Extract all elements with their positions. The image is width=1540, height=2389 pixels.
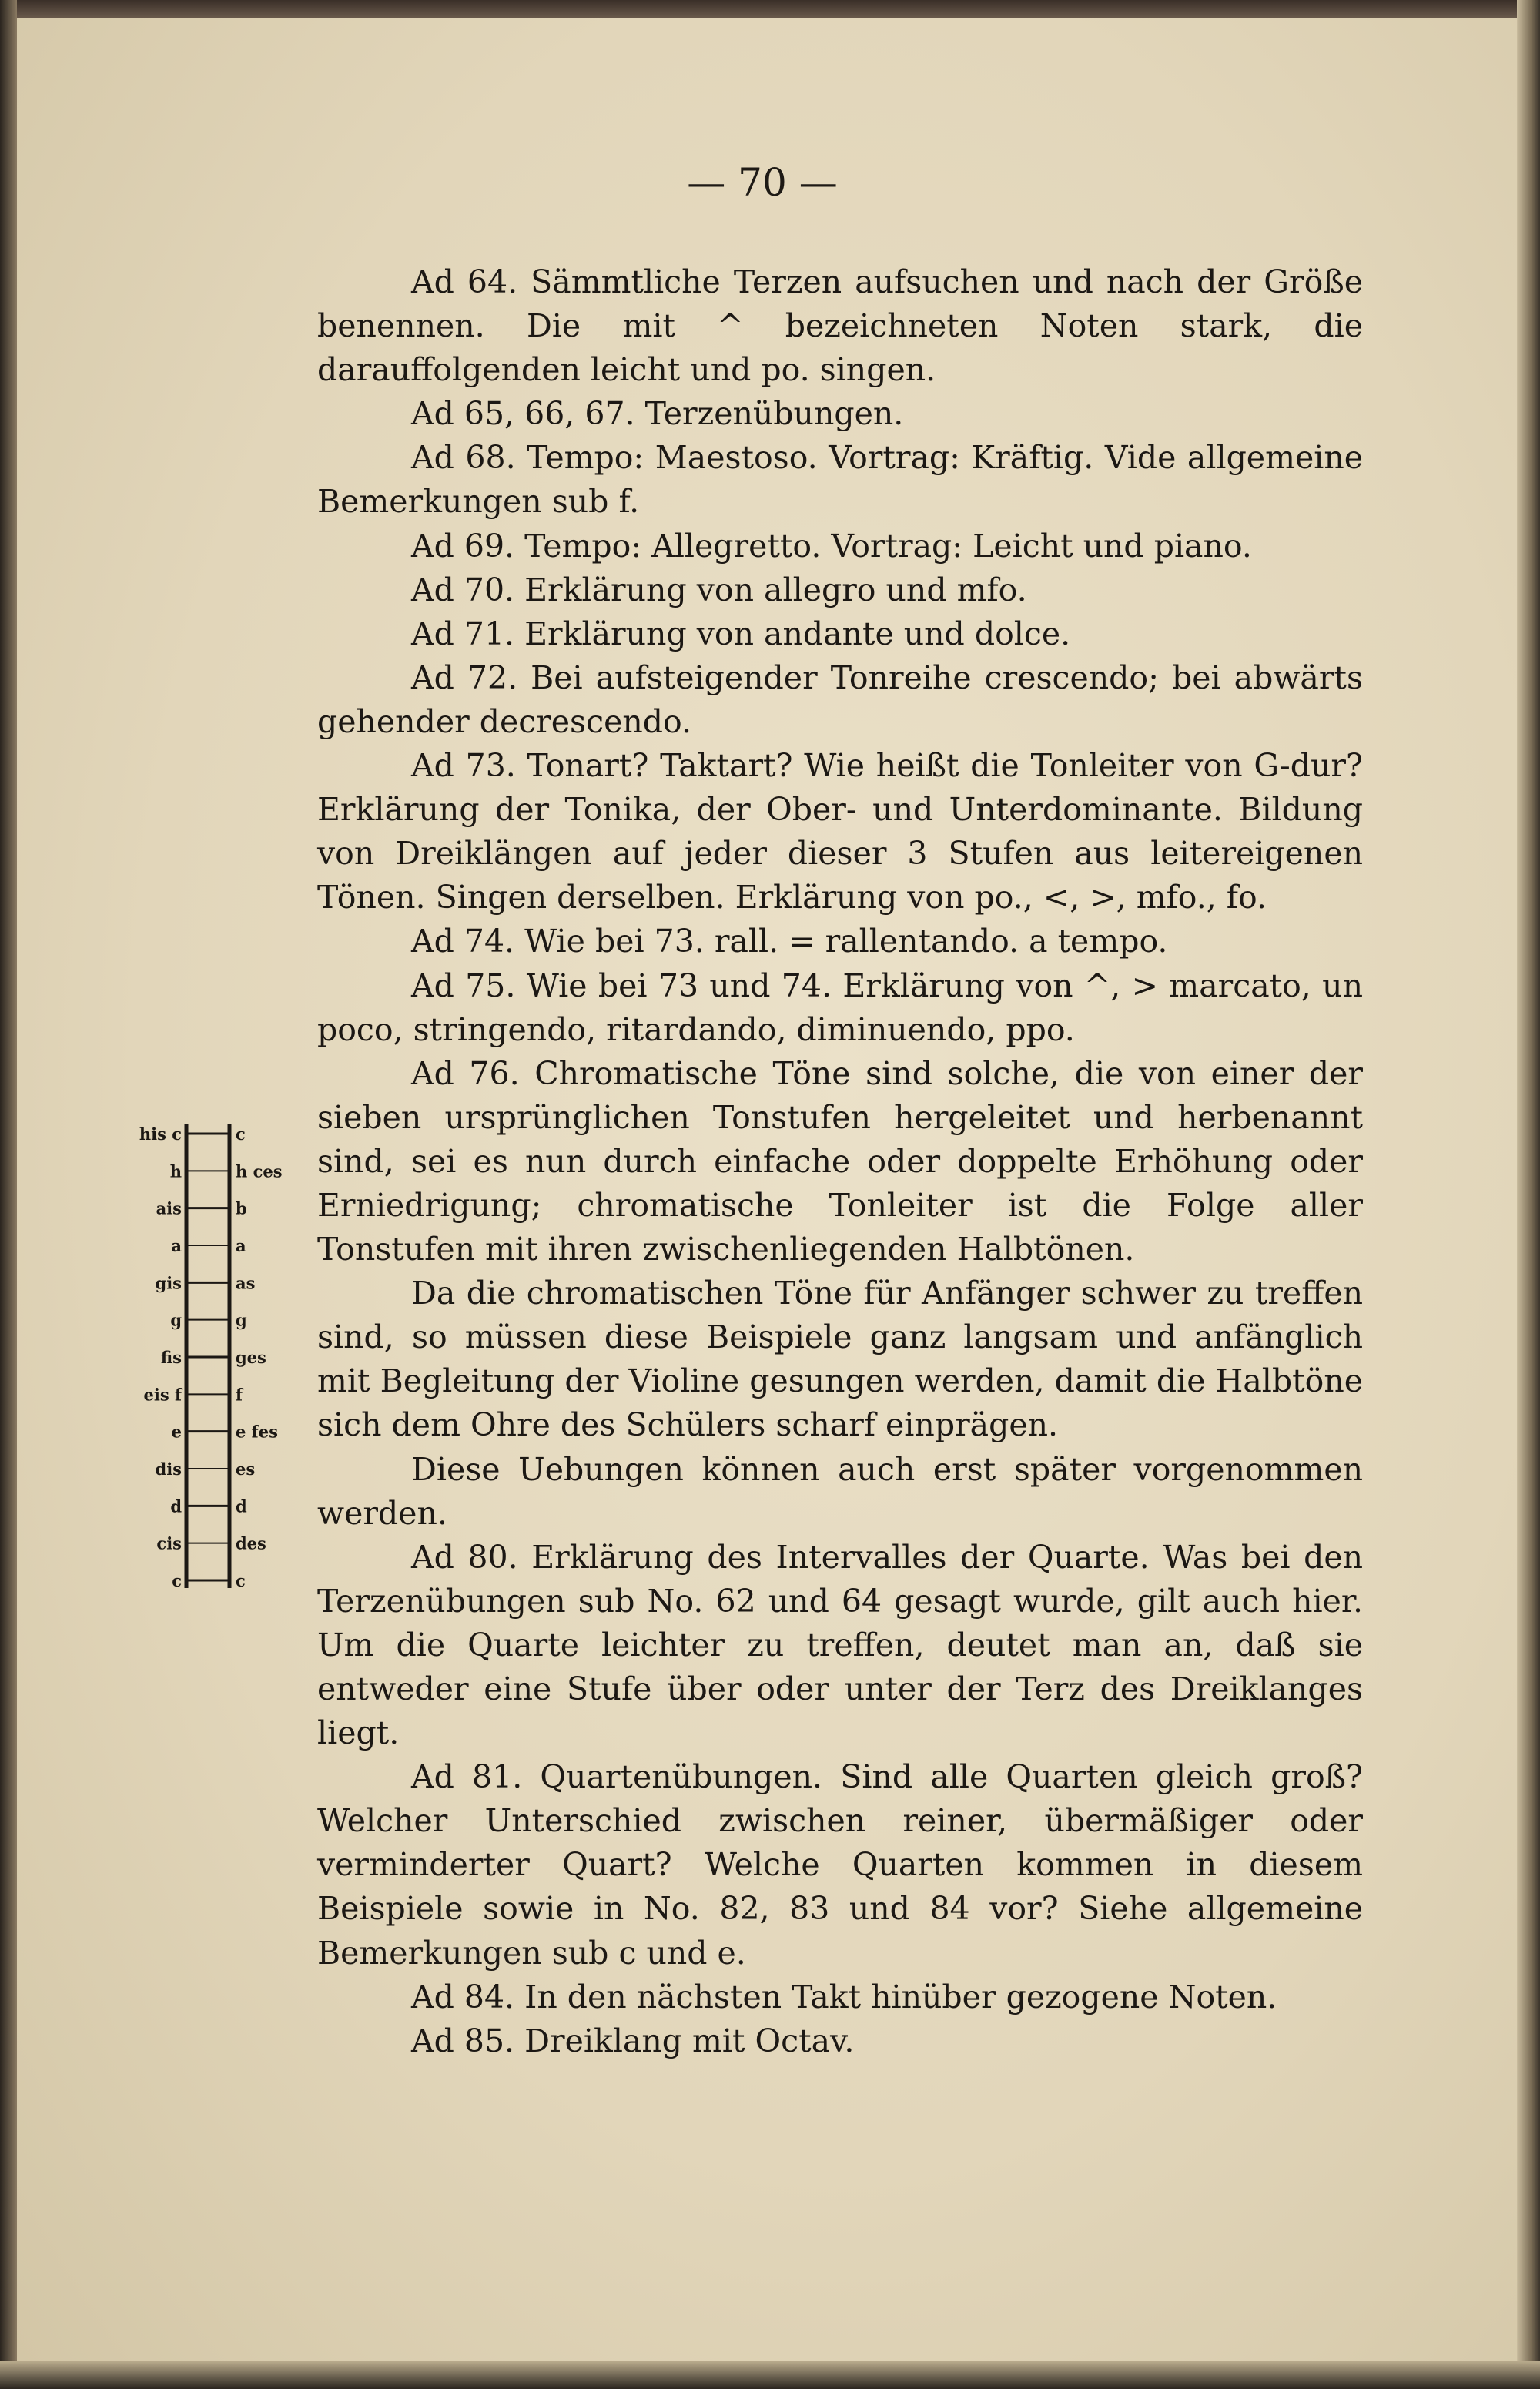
paragraph-ad-71: Ad 71. Erklärung von andante und dolce. (411, 615, 1071, 652)
ladder-left-label: gis (155, 1273, 182, 1293)
page-number: — 70 — (687, 160, 838, 205)
paragraph-later-exercises: Diese Uebungen können auch erst später vorgenommen werden. (317, 1450, 1363, 1532)
ladder-right-label: b (236, 1198, 247, 1218)
ladder-right-label: h ces (236, 1161, 283, 1181)
paragraph-ad-72: Ad 72. Bei aufsteigender Tonreihe crescendo; bei abwärts gehender decrescendo. (317, 658, 1363, 740)
paragraph-chromatic-note: Da die chromatischen Töne für Anfänger schwer zu treffen sind, so müssen diese Beispiele ganz langsam und anfänglich mit Begleitung der Violine gesungen werden, damit die Halbtöne sich dem Ohre des Schülers scharf einprägen. (317, 1275, 1363, 1444)
ladder-right-label: ges (236, 1348, 266, 1367)
ladder-right-label: d (236, 1496, 247, 1516)
body-text (317, 260, 1363, 2063)
ladder-left-label: c (172, 1571, 182, 1590)
paragraph-ad-73: Ad 73. Tonart? Taktart? Wie heißt die Tonleiter von G-dur? Erklärung der Tonika, der Ober- und Unterdominante. Bildung von Dreiklängen auf jeder dieser 3 Stufen aus leitereigenen Tönen. Singen derselben. Erklärung von po., <, >, mfo., fo. (317, 747, 1363, 916)
paragraph-ad-76: Ad 76. Chromatische Töne sind solche, die von einer der sieben ursprünglichen Tonstufen hergeleitet und herbenannt sind, sei es nun durch einfache oder doppelte Erhöhung oder Erniedrigung; chromatische Tonleiter ist die Folge aller Tonstufen mit ihren zwischenliegenden Halbtönen. (317, 1054, 1363, 1268)
paragraph-ad-81: Ad 81. Quartenübungen. Sind alle Quarten gleich groß? Welcher Unterschied zwischen reiner, übermäßiger oder verminderter Quart? Welche Quarten kommen in diesem Beispiele sowie in No. 82, 83 und 84 vor? Siehe allgemeine Bemerkungen sub c und e. (317, 1758, 1363, 1972)
ladder-right-label: as (236, 1273, 256, 1293)
page-top-edge (0, 0, 1540, 18)
chromatic-scale-ladder-svg (136, 1118, 320, 1596)
ladder-left-label: d (170, 1496, 182, 1516)
ladder-right-label: des (236, 1533, 266, 1553)
ladder-right-label: c (236, 1571, 246, 1590)
ladder-right-label: f (236, 1385, 243, 1405)
ladder-left-label: dis (155, 1459, 182, 1479)
paragraph-ad-70: Ad 70. Erklärung von allegro und mfo. (411, 571, 1027, 608)
ladder-right-label: e fes (236, 1422, 278, 1442)
paragraph-ad-68: Ad 68. Tempo: Maestoso. Vortrag: Kräftig. Vide allgemeine Bemerkungen sub f. (317, 439, 1363, 521)
page-right-edge (1517, 0, 1540, 2389)
ladder-right-label: a (236, 1236, 246, 1255)
book-spine-shadow (0, 0, 17, 2389)
ladder-right-labels (236, 1124, 283, 1590)
paragraph-ad-65: Ad 65, 66, 67. Terzenübungen. (411, 395, 904, 433)
ladder-left-label: h (169, 1161, 182, 1181)
ladder-left-label: his c (139, 1124, 182, 1144)
page-bottom-edge (0, 2361, 1540, 2389)
paragraph-ad-80: Ad 80. Erklärung des Intervalles der Quarte. Was bei den Terzenübungen sub No. 62 und 64 gesagt wurde, gilt auch hier. Um die Quarte leichter zu treffen, deutet man an, daß sie entweder eine Stufe über oder unter der Terz des Dreiklanges liegt. (317, 1538, 1363, 1752)
ladder-left-label: g (170, 1310, 182, 1330)
ladder-left-label: eis f (143, 1385, 182, 1405)
paragraph-ad-69: Ad 69. Tempo: Allegretto. Vortrag: Leicht und piano. (411, 527, 1252, 565)
ladder-rungs (186, 1134, 229, 1580)
paragraph-ad-74: Ad 74. Wie bei 73. rall. = rallentando. a tempo. (411, 923, 1168, 960)
paragraph-ad-85: Ad 85. Dreiklang mit Octav. (411, 2022, 855, 2059)
ladder-left-label: fis (160, 1348, 182, 1367)
ladder-left-label: cis (156, 1533, 182, 1553)
ladder-right-label: g (236, 1310, 247, 1330)
ladder-right-label: es (236, 1459, 256, 1479)
paragraph-ad-75: Ad 75. Wie bei 73 und 74. Erklärung von ^, > marcato, un poco, stringendo, ritardando, diminuendo, ppo. (317, 967, 1363, 1048)
ladder-left-label: a (171, 1236, 182, 1255)
chromatic-scale-ladder (136, 1118, 320, 1596)
ladder-left-label: e (171, 1422, 182, 1442)
paragraph-ad-84: Ad 84. In den nächsten Takt hinüber gezogene Noten. (411, 1978, 1277, 2015)
ladder-left-label: ais (156, 1198, 182, 1218)
ladder-left-labels (139, 1124, 183, 1590)
ladder-right-label: c (236, 1124, 246, 1144)
paragraph-ad-64: Ad 64. Sämmtliche Terzen aufsuchen und nach der Größe benennen. Die mit ^ bezeichneten Noten stark, die darauffolgenden leicht und po. singen. (317, 263, 1363, 389)
